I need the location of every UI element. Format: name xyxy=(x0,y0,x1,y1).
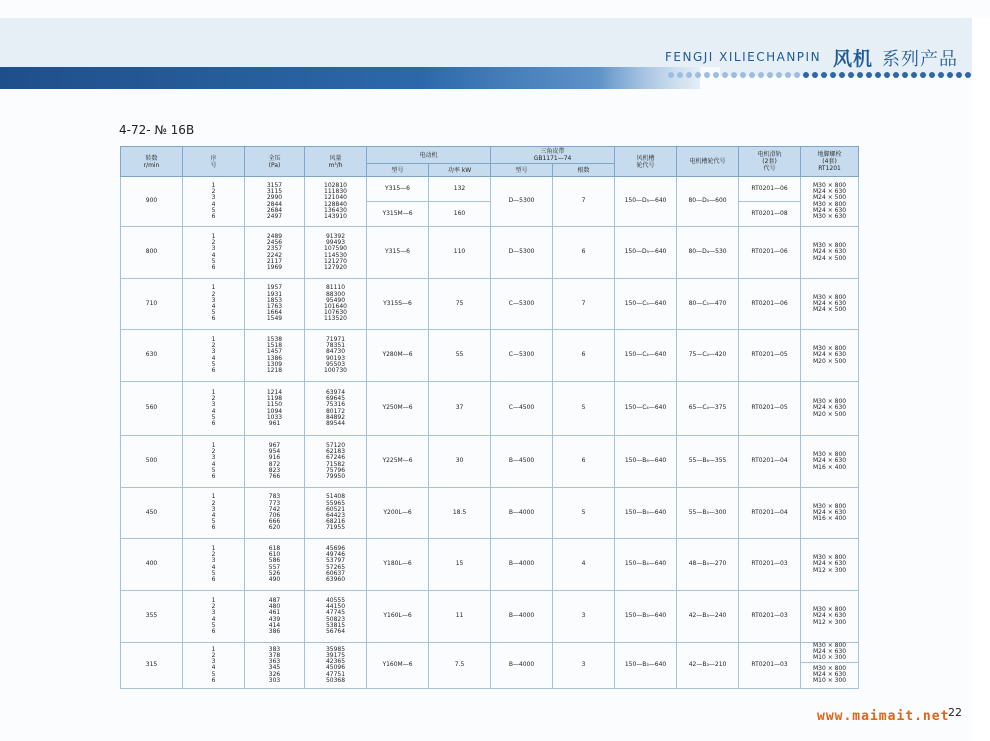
table-row xyxy=(121,382,859,436)
cell-belt-model: B—4000 xyxy=(491,488,553,539)
header-no: 序 号 xyxy=(183,147,245,177)
cell-belt-model: C—5300 xyxy=(491,330,553,382)
cell-rail: RT0201—03 xyxy=(739,591,801,643)
cell-seq: 1 2 3 4 5 6 xyxy=(183,279,245,330)
header-flow: 风量 m³/h xyxy=(305,147,367,177)
cell-seq: 1 2 3 4 5 6 xyxy=(183,488,245,539)
cell-motor-model: Y200L—6 xyxy=(367,488,429,539)
cell-motor-pulley: 75—C₄—420 xyxy=(677,330,739,382)
cell-flow: 71971 78351 84730 90193 95503 100730 xyxy=(305,330,367,382)
footer-url[interactable]: www.maimait.net xyxy=(817,709,950,724)
dot-icon xyxy=(749,72,755,78)
cell-motor-power: 160 xyxy=(429,202,491,227)
cell-seq: 1 2 3 4 5 6 xyxy=(183,382,245,436)
table-row xyxy=(121,177,859,202)
header-belt-model: 型号 xyxy=(491,164,553,177)
cell-motor-model: Y315M—6 xyxy=(367,202,429,227)
dot-icon xyxy=(740,72,746,78)
cell-belt-count: 5 xyxy=(553,382,615,436)
cell-belt-model: D—5300 xyxy=(491,227,553,279)
cell-bolt: M30 × 800 M24 × 630 M24 × 500 M30 × 800 M24 × 630 M30 × 630 xyxy=(801,177,859,227)
cell-belt-model: B—4000 xyxy=(491,591,553,643)
cell-motor-model: Y160L—6 xyxy=(367,591,429,643)
cell-belt-count: 6 xyxy=(553,330,615,382)
table-row xyxy=(121,330,859,382)
dot-icon xyxy=(794,72,800,78)
brand-title-bold: 风机 xyxy=(833,48,874,70)
table-row xyxy=(121,488,859,539)
cell-belt-count: 6 xyxy=(553,436,615,488)
cell-bolt: M30 × 800 M24 × 630 M24 × 500 xyxy=(801,227,859,279)
cell-seq: 1 2 3 4 5 6 xyxy=(183,177,245,227)
cell-belt-count: 5 xyxy=(553,488,615,539)
cell-motor-power: 132 xyxy=(429,177,491,202)
cell-flow: 40555 44150 47745 50823 53815 56764 xyxy=(305,591,367,643)
dot-icon xyxy=(884,72,890,78)
cell-motor-model: Y250M—6 xyxy=(367,382,429,436)
dot-icon xyxy=(875,72,881,78)
cell-pressure: 383 378 363 345 326 303 xyxy=(245,643,305,689)
cell-rail: RT0201—08 xyxy=(739,202,801,227)
cell-seq: 1 2 3 4 5 6 xyxy=(183,436,245,488)
cell-belt-model: C—4500 xyxy=(491,382,553,436)
cell-pressure: 1957 1931 1853 1763 1664 1549 xyxy=(245,279,305,330)
cell-fan-pulley: 150—B₃—640 xyxy=(615,643,677,689)
cell-motor-power: 37 xyxy=(429,382,491,436)
cell-power: 7.5 xyxy=(429,643,491,689)
cell-motor-power: 18.5 xyxy=(429,488,491,539)
cell-fan-pulley: 150—C₄—640 xyxy=(615,330,677,382)
cell-speed: 710 xyxy=(121,279,183,330)
dot-icon xyxy=(668,72,674,78)
cell-bolt: M30 × 800 M24 × 630 M16 × 400 xyxy=(801,436,859,488)
cell-motor-pulley: 80—D₄—530 xyxy=(677,227,739,279)
dot-icon xyxy=(713,72,719,78)
dot-icon xyxy=(695,72,701,78)
cell-pressure: 1538 1518 1457 1386 1309 1218 xyxy=(245,330,305,382)
cell-motor-pulley: 48—B₄—270 xyxy=(677,539,739,591)
cell-pressure: 2489 2456 2357 2242 2117 1969 xyxy=(245,227,305,279)
dot-icon xyxy=(929,72,935,78)
cell-belt-model: D—5300 xyxy=(491,177,553,227)
cell-flow: 45696 49746 53797 57265 60637 63960 xyxy=(305,539,367,591)
cell-bolt: M30 × 800 M24 × 630 M12 × 300 xyxy=(801,591,859,643)
brand-pinyin: FENGJI XILIECHANPIN xyxy=(665,50,822,64)
cell-motor-pulley: 55—B₅—300 xyxy=(677,488,739,539)
header-fan-pulley: 风机槽 轮代号 xyxy=(615,147,677,177)
cell-speed: 400 xyxy=(121,539,183,591)
cell-speed: 450 xyxy=(121,488,183,539)
page-number: 22 xyxy=(948,706,962,719)
cell-belt-count: 3 xyxy=(553,591,615,643)
header-pressure: 全压 (Pa) xyxy=(245,147,305,177)
header-belt-count: 根数 xyxy=(553,164,615,177)
dot-icon xyxy=(758,72,764,78)
cell-belt-count: 6 xyxy=(553,227,615,279)
cell-motor-pulley: 80—C₅—470 xyxy=(677,279,739,330)
table-row xyxy=(121,539,859,591)
decorative-dots xyxy=(668,70,968,80)
cell-flow: 63974 69645 75316 80172 84892 89544 xyxy=(305,382,367,436)
header-motor-model: 型号 xyxy=(367,164,429,177)
cell-belt-count: 7 xyxy=(553,279,615,330)
cell-fan-pulley: 150—B₃—640 xyxy=(615,591,677,643)
cell-bolt: M30 × 800 M24 × 630 M16 × 400 xyxy=(801,488,859,539)
table-row xyxy=(121,279,859,330)
cell-speed: 355 xyxy=(121,591,183,643)
cell-fan-pulley: 150—B₄—640 xyxy=(615,539,677,591)
cell-speed: 315 xyxy=(121,643,183,689)
dot-icon xyxy=(785,72,791,78)
dot-icon xyxy=(938,72,944,78)
cell-motor-model: Y225M—6 xyxy=(367,436,429,488)
dot-icon xyxy=(839,72,845,78)
header-speed: 转数 r/min xyxy=(121,147,183,177)
cell-belt-count: 4 xyxy=(553,539,615,591)
model-title: 4-72- № 16B xyxy=(119,123,195,137)
cell-bolt: M30 × 800 M24 × 630 M20 × 500 xyxy=(801,330,859,382)
dot-icon xyxy=(902,72,908,78)
cell-motor-pulley: 42—B₃—210 xyxy=(677,643,739,689)
dot-icon xyxy=(830,72,836,78)
header-bolt: 地脚螺栓 (4套) RT1201 xyxy=(801,147,859,177)
cell-motor-pulley: 65—C₄—375 xyxy=(677,382,739,436)
cell-motor-model: Y315—6 xyxy=(367,227,429,279)
cell-motor-pulley: 42—B₃—240 xyxy=(677,591,739,643)
spec-table-body xyxy=(121,177,859,689)
cell-pressure: 487 480 461 439 414 386 xyxy=(245,591,305,643)
dot-icon xyxy=(704,72,710,78)
cell-rail: RT0201—06 xyxy=(739,227,801,279)
cell-motor-power: 30 xyxy=(429,436,491,488)
cell-flow: 51408 55965 60521 64423 68216 71955 xyxy=(305,488,367,539)
cell-bolt: M30 × 800 M24 × 630 M10 × 300 xyxy=(801,662,859,688)
cell-speed: 630 xyxy=(121,330,183,382)
cell-rail: RT0201—06 xyxy=(739,177,801,202)
spec-table xyxy=(120,146,859,689)
cell-motor-power: 75 xyxy=(429,279,491,330)
table-row xyxy=(121,227,859,279)
cell-fan-pulley: 150—B₆—640 xyxy=(615,436,677,488)
dot-icon xyxy=(677,72,683,78)
header-rail: 电机滑轨 (2套) 代号 xyxy=(739,147,801,177)
cell-rail: RT0201—04 xyxy=(739,436,801,488)
dot-icon xyxy=(848,72,854,78)
cell-rail: RT0201—03 xyxy=(739,539,801,591)
cell-seq: 1 2 3 4 5 6 xyxy=(183,539,245,591)
cell-motor-pulley: 55—B₆—355 xyxy=(677,436,739,488)
cell-flow: 57120 62183 67246 71582 75796 79950 xyxy=(305,436,367,488)
spec-table-wrapper xyxy=(120,146,858,689)
cell-fan-pulley: 150—D₅—640 xyxy=(615,177,677,227)
cell-speed: 900 xyxy=(121,177,183,227)
cell-belt-model: B—4000 xyxy=(491,643,553,689)
dot-icon xyxy=(722,72,728,78)
cell-flow: 91392 99493 107590 114530 121270 127920 xyxy=(305,227,367,279)
cell-pressure: 3157 3115 2990 2844 2684 2497 xyxy=(245,177,305,227)
cell-rail: RT0201—03 xyxy=(739,643,801,689)
cell-flow: 102810 111830 121040 128840 136430 143910 xyxy=(305,177,367,227)
cell-speed: 500 xyxy=(121,436,183,488)
cell-motor-power: 15 xyxy=(429,539,491,591)
cell-motor-power: 11 xyxy=(429,591,491,643)
dot-icon xyxy=(956,72,962,78)
cell-belt-model: B—4500 xyxy=(491,436,553,488)
cell-belt-count: 3 xyxy=(553,643,615,689)
cell-bolt: M30 × 800 M24 × 630 M20 × 500 xyxy=(801,382,859,436)
cell-rail: RT0201—04 xyxy=(739,488,801,539)
dot-icon xyxy=(821,72,827,78)
dot-icon xyxy=(893,72,899,78)
cell-motor-pulley: 80—D₅—600 xyxy=(677,177,739,227)
cell-flow: 81110 88300 95490 101640 107630 113520 xyxy=(305,279,367,330)
cell-speed: 800 xyxy=(121,227,183,279)
cell-seq: 1 2 3 4 5 6 xyxy=(183,227,245,279)
cell-belt-model: C—5300 xyxy=(491,279,553,330)
table-row xyxy=(121,591,859,643)
dot-icon xyxy=(857,72,863,78)
cell-motor-power: 110 xyxy=(429,227,491,279)
dot-icon xyxy=(911,72,917,78)
cell-fan-pulley: 150—B₅—640 xyxy=(615,488,677,539)
cell-fan-pulley: 150—D₅—640 xyxy=(615,227,677,279)
dot-icon xyxy=(803,72,809,78)
brand-title: 系列产品 xyxy=(882,49,958,70)
cell-fan-pulley: 150—C₄—640 xyxy=(615,382,677,436)
cell-pressure: 783 773 742 706 666 620 xyxy=(245,488,305,539)
cell-motor-model: Y160M—6 xyxy=(367,643,429,689)
page-edge xyxy=(972,18,990,741)
cell-rail: RT0201—05 xyxy=(739,382,801,436)
dot-icon xyxy=(812,72,818,78)
cell-pressure: 1214 1198 1150 1094 1033 961 xyxy=(245,382,305,436)
header-stripe xyxy=(0,67,700,89)
dot-icon xyxy=(776,72,782,78)
dot-icon xyxy=(866,72,872,78)
cell-motor-model: Y315S—6 xyxy=(367,279,429,330)
dot-icon xyxy=(731,72,737,78)
cell-flow: 35985 39175 42365 45096 47751 50368 xyxy=(305,643,367,689)
cell-seq: 1 2 3 4 5 6 xyxy=(183,643,245,689)
dot-icon xyxy=(686,72,692,78)
cell-rail: RT0201—05 xyxy=(739,330,801,382)
header-motor: 电动机 xyxy=(367,147,491,164)
dot-icon xyxy=(920,72,926,78)
dot-icon xyxy=(767,72,773,78)
header-motor-pulley: 电机槽轮代号 xyxy=(677,147,739,177)
cell-belt-count: 7 xyxy=(553,177,615,227)
cell-seq: 1 2 3 4 5 6 xyxy=(183,330,245,382)
cell-pressure: 618 610 586 557 526 490 xyxy=(245,539,305,591)
dot-icon xyxy=(965,72,971,78)
cell-seq: 1 2 3 4 5 6 xyxy=(183,591,245,643)
cell-fan-pulley: 150—C₅—640 xyxy=(615,279,677,330)
cell-belt-model: B—4000 xyxy=(491,539,553,591)
header-belt: 三角皮带 GB1171—74 xyxy=(491,147,615,164)
cell-speed: 560 xyxy=(121,382,183,436)
header-motor-power: 功率 kW xyxy=(429,164,491,177)
cell-bolt: M30 × 800 M24 × 630 M12 × 300 xyxy=(801,539,859,591)
cell-pressure: 967 954 916 872 823 766 xyxy=(245,436,305,488)
cell-rail: RT0201—06 xyxy=(739,279,801,330)
cell-bolt: M30 × 800 M24 × 630 M10 × 300 xyxy=(801,643,859,663)
table-row xyxy=(121,643,859,663)
table-row xyxy=(121,436,859,488)
cell-motor-power: 55 xyxy=(429,330,491,382)
cell-bolt: M30 × 800 M24 × 630 M24 × 500 xyxy=(801,279,859,330)
dot-icon xyxy=(947,72,953,78)
cell-motor-model: Y280M—6 xyxy=(367,330,429,382)
cell-motor-model: Y180L—6 xyxy=(367,539,429,591)
cell-motor-model: Y315—6 xyxy=(367,177,429,202)
